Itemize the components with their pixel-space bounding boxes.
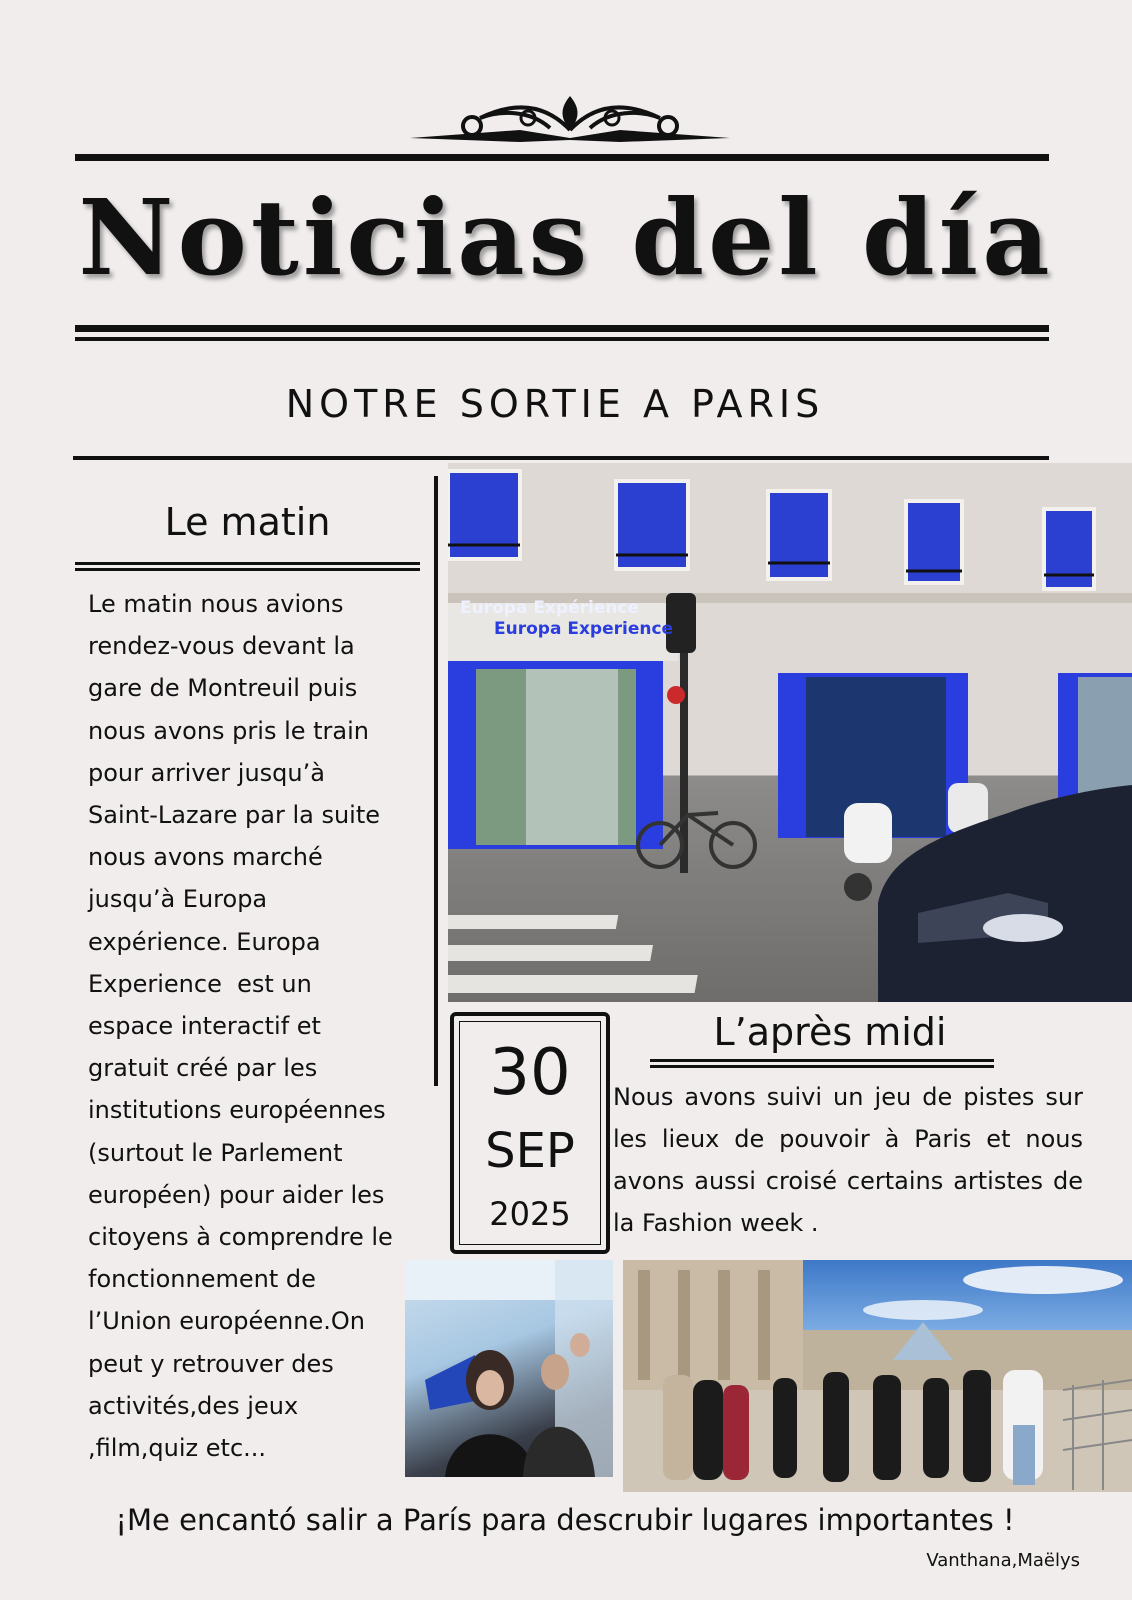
masthead-top-rule	[75, 154, 1049, 161]
author-signature: Vanthana,Maëlys	[926, 1550, 1080, 1571]
date-badge	[450, 1012, 610, 1254]
storefront-sign-line1: Europa Expérience	[460, 598, 640, 618]
photo-group-selfie	[405, 1260, 613, 1477]
article-morning-line: espace interactif et	[88, 1012, 321, 1041]
closing-sentence: ¡Me encantó salir a París para descrubir lugares importantes !	[115, 1503, 1015, 1537]
article-morning-line: Experience est un	[88, 969, 312, 998]
article-morning-line: nous avons pris le train	[88, 716, 370, 745]
article-morning-line: Saint-Lazare par la suite	[88, 801, 381, 830]
subtitle-rule	[73, 456, 1049, 460]
article-morning	[88, 583, 433, 1469]
article-morning-line: institutions européennes	[88, 1096, 386, 1125]
article-morning-line: Le matin nous avions	[88, 590, 344, 618]
section-heading-afternoon: L’après midi	[713, 1010, 947, 1054]
column-divider	[434, 476, 438, 1086]
date-day: 30	[489, 1036, 571, 1110]
masthead-title: Noticias del día	[78, 176, 1054, 299]
article-morning-line: pour arriver jusqu’à	[88, 758, 325, 787]
article-morning-line: ,film,quiz etc...	[88, 1434, 267, 1463]
afternoon-heading-rule	[650, 1059, 994, 1062]
date-year: 2025	[489, 1195, 571, 1233]
article-morning-line: jusqu’à Europa	[88, 885, 268, 914]
storefront-sign-line2: Europa Experience	[494, 619, 674, 639]
page-subtitle: NOTRE SORTIE A PARIS	[285, 382, 825, 426]
article-morning-line: rendez-vous devant la	[88, 632, 355, 661]
article-afternoon: Nous avons suivi un jeu de pistes sur les lieux de pouvoir à Paris et nous avons aussi croisé certains artistes de la Fashion week .	[613, 1083, 1083, 1237]
photo-louvre-group	[623, 1260, 1132, 1492]
afternoon-heading-rule-2	[650, 1065, 994, 1068]
section-heading-morning: Le matin	[164, 500, 331, 544]
date-month: SEP	[485, 1123, 575, 1179]
article-morning-line: peut y retrouver des	[88, 1349, 334, 1378]
article-morning-line: l’Union européenne.On	[88, 1307, 365, 1336]
article-morning-line: gratuit créé par les	[88, 1054, 318, 1083]
article-morning-line: (surtout le Parlement	[88, 1138, 343, 1167]
article-morning-line: nous avons marché	[88, 843, 323, 872]
article-morning-line: citoyens à comprendre le	[88, 1223, 393, 1252]
masthead-bottom-rule-thin	[75, 337, 1049, 341]
article-morning-line: expérience. Europa	[88, 927, 321, 956]
ornament-icon	[410, 88, 730, 148]
article-morning-line: européen) pour aider les	[88, 1180, 385, 1209]
article-morning-line: fonctionnement de	[88, 1265, 316, 1294]
morning-heading-rule	[75, 562, 420, 565]
photo-europa-experience	[448, 463, 1132, 1002]
masthead-bottom-rule	[75, 325, 1049, 332]
article-morning-line: gare de Montreuil puis	[88, 674, 358, 703]
article-morning-line: activités,des jeux	[88, 1391, 299, 1420]
morning-heading-rule-2	[75, 568, 420, 571]
